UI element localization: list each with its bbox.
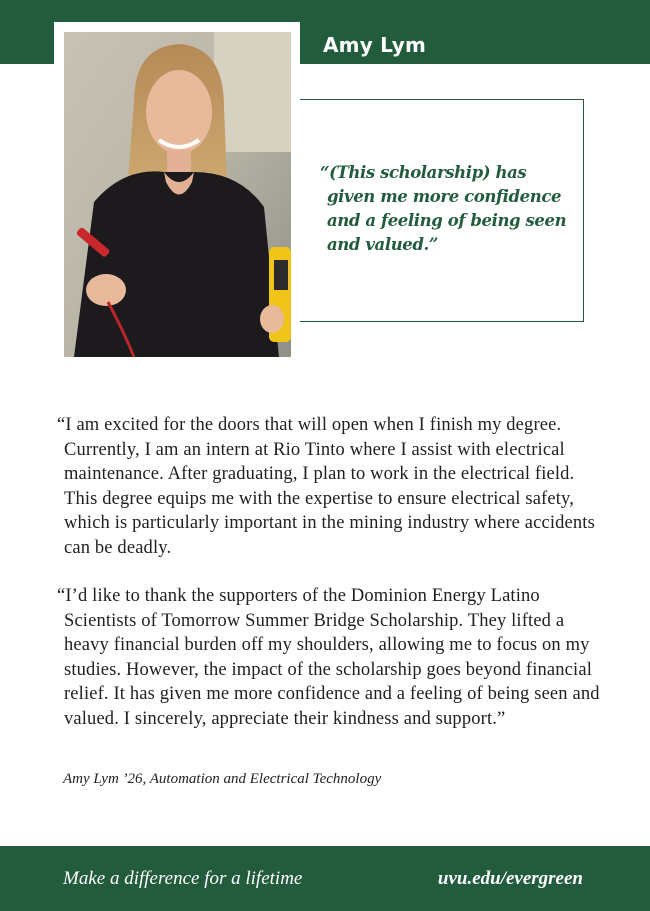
student-name: Amy Lym <box>323 33 426 57</box>
pull-quote: “(This scholarship) has given me more confidence and a feeling of being seen and valued.” <box>320 163 567 254</box>
testimonial-paragraph-1: “I am excited for the doors that will open when I finish my degree. Currently, I am an intern at Rio Tinto where I assist with electrical maintenance. After graduating, I plan to work in the electrical field. This degree equips me with the expertise to ensure electrical safety, which is particularly important in the mining industry where accidents can be deadly. <box>57 415 595 558</box>
footer-url[interactable]: uvu.edu/evergreen <box>437 868 583 889</box>
testimonial-paragraph-2: “I’d like to thank the supporters of the Dominion Energy Latino Scientists of Tomorrow Summer Bridge Scholarship. They lifted a heavy financial burden off my shoulders, allowing me to focus on my studies. However, the impact of the scholarship goes beyond financial relief. It has given me more confidence and a feeling of being seen and valued. I sincerely, appreciate their kindness and support.” <box>57 586 600 729</box>
footer-tagline: Make a difference for a lifetime <box>63 868 303 889</box>
attribution: Amy Lym ’26, Automation and Electrical Technology <box>63 771 382 787</box>
student-photo <box>64 32 291 357</box>
